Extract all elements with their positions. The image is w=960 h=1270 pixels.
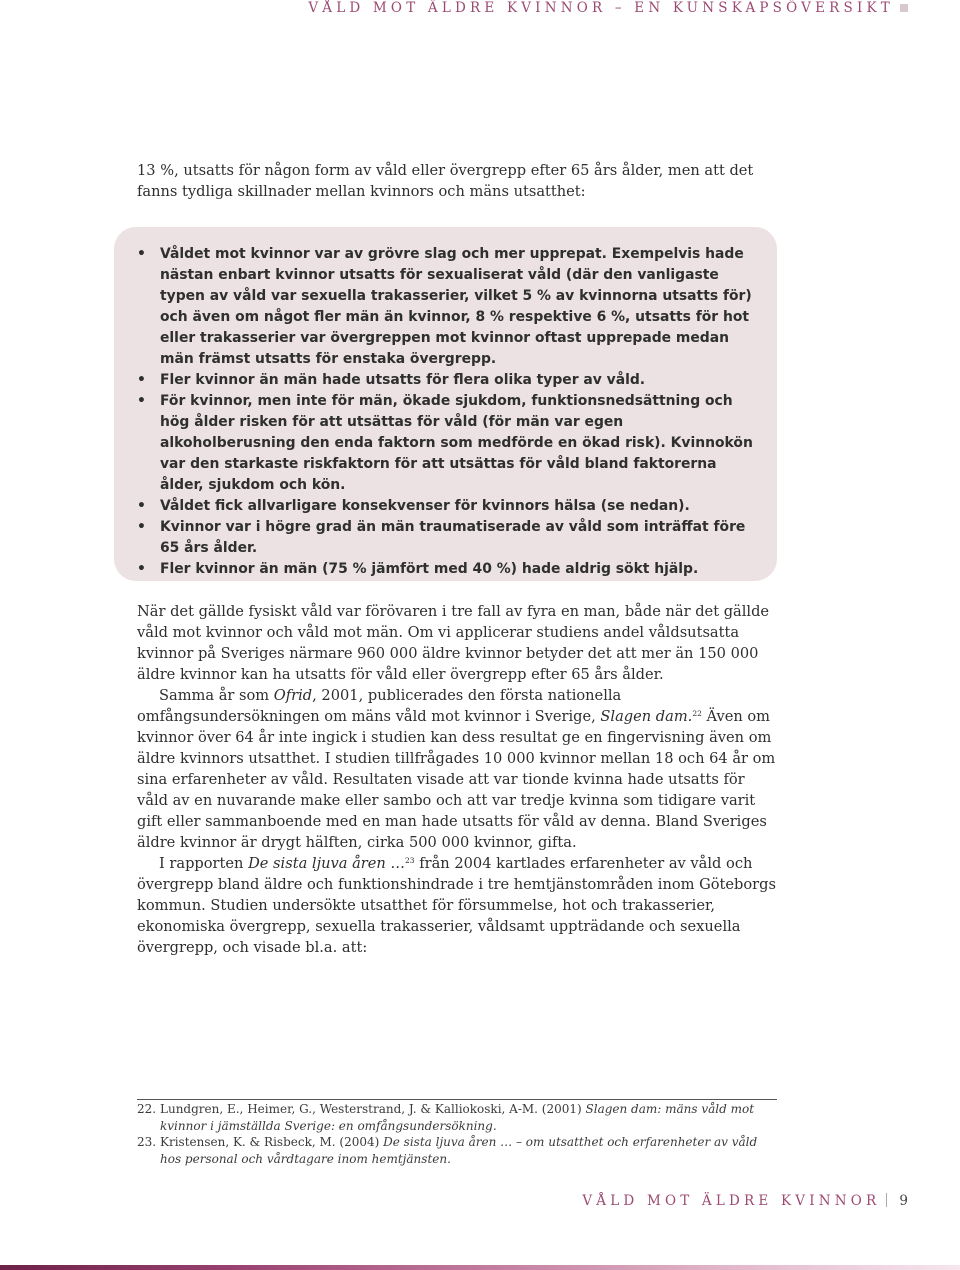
italic-title: De sista ljuva åren … <box>248 855 406 872</box>
bullet-icon: • <box>137 372 146 388</box>
italic-title: Slagen dam. <box>600 708 693 725</box>
footnote-title: De sista ljuva åren … – om utsatthet och erfarenheter av våld hos personal och vårdtagare inom hemtjänsten. <box>160 1135 758 1166</box>
bullet-icon: • <box>137 519 146 535</box>
text-run: Även om kvinnor över 64 år inte ingick i studien kan dess resultat ge en fingervisning även om äldre kvinnors utsatthet. I studien tillfrågades 10 000 kvinnor mellan 18 och 64 år om sina erfarenheter av våld. Resultaten visade att var tionde kvinna hade utsatts för våld av en nuvarande make eller sambo och att var tredje kvinna som tidigare varit gift eller sammanboende med en man hade utsatts för våld av denna. Bland Sveriges äldre kvinnor är drygt hälften, cirka 500 000 kvinnor, gifta. <box>137 708 776 851</box>
footnote-divider <box>137 1099 777 1100</box>
footer-separator <box>886 1193 887 1207</box>
fact-item <box>137 370 763 391</box>
footnote-authors: Kristensen, K. & Risbeck, M. (2004) <box>160 1135 384 1149</box>
text-run: I rapporten <box>159 855 249 872</box>
header-square-ornament <box>900 4 908 12</box>
bullet-icon: • <box>137 498 146 514</box>
fact-list <box>137 244 763 580</box>
bullet-icon: • <box>137 246 146 262</box>
footnote-title: Slagen dam: mäns våld mot kvinnor i jämställda Sverige: en omfångsundersökning. <box>160 1102 755 1133</box>
text-run: från 2004 kartlades erfarenheter av våld och övergrepp bland äldre och funktionshindrade i tre hemtjänstområden inom Göteborgs kommun. Studien undersökte utsatthet för försummelse, hot och trakasserier, ekonomiska övergrepp, sexuella trakasserier, våldsamt uppträdande och sexuella övergrepp, och visade bl.a. att: <box>137 855 776 956</box>
footnote-number: 23. <box>137 1135 157 1149</box>
intro-paragraph: 13 %, utsatts för någon form av våld eller övergrepp efter 65 års ålder, men att det fanns tydliga skillnader mellan kvinnors och mäns utsatthet: <box>137 162 754 200</box>
fact-item-text: Våldet mot kvinnor var av grövre slag och mer upprepat. Exempelvis hade nästan enbart kvinnor utsatts för sexualiserat våld (där den vanligaste typen av våld var sexuella trakasserier, vilket 5 % av kvinnorna utsatts för) och även om något fler män än kvinnor, 8 % respektive 6 %, utsatts för hot eller trakasserier var övergreppen mot kvinnor oftast upprepade medan män främst utsatts för enstaka övergrepp. <box>160 246 752 367</box>
footnote-ref-22[interactable]: 22 <box>692 709 702 718</box>
fact-item <box>137 391 763 496</box>
fact-item-text: Fler kvinnor än män hade utsatts för flera olika typer av våld. <box>160 372 646 388</box>
bullet-icon: • <box>137 561 146 577</box>
text-run: Samma år som <box>159 687 274 704</box>
body-paragraph-3 <box>137 853 777 958</box>
running-header-title: VÅLD MOT ÄLDRE KVINNOR – EN KUNSKAPSÖVERSIKT <box>308 0 894 16</box>
fact-item-text: Fler kvinnor än män (75 % jämfört med 40 %) hade aldrig sökt hjälp. <box>160 561 699 577</box>
page-number: 9 <box>899 1193 908 1209</box>
fact-item <box>137 517 763 559</box>
footnote-authors: Lundgren, E., Heimer, G., Westerstrand, J. & Kalliokoski, A-M. (2001) <box>160 1102 586 1116</box>
footnotes <box>137 1101 777 1167</box>
running-footer <box>582 1192 908 1210</box>
fact-item-text: För kvinnor, men inte för män, ökade sjukdom, funktionsnedsättning och hög ålder risken för att utsättas för våld (för män var egen alkoholberusning den enda faktorn som medförde en ökad risk). Kvinnokön var den starkaste riskfaktorn för att utsättas för våld bland faktorerna ålder, sjukdom och kön. <box>160 393 753 493</box>
footnote-23 <box>137 1134 777 1167</box>
italic-title: Ofrid <box>273 687 313 704</box>
fact-item <box>137 559 763 580</box>
bullet-icon: • <box>137 393 146 409</box>
fact-item-text: Våldet fick allvarligare konsekvenser för kvinnors hälsa (se nedan). <box>160 498 690 514</box>
fact-box <box>114 227 777 581</box>
fact-item <box>137 496 763 517</box>
text-run: , 2001, publicerades den första nationella omfångsundersökningen om mäns våld mot kvinnor i Sverige, <box>137 687 622 725</box>
running-footer-title: VÅLD MOT ÄLDRE KVINNOR <box>582 1193 881 1209</box>
footnote-22 <box>137 1101 777 1134</box>
fact-item <box>137 244 763 370</box>
fact-item-text: Kvinnor var i högre grad än män traumatiserade av våld som inträffat före 65 års ålder. <box>160 519 746 556</box>
footnote-number: 22. <box>137 1102 157 1116</box>
body-paragraph-2 <box>137 685 777 853</box>
running-header <box>308 0 908 16</box>
body-paragraph-1: När det gällde fysiskt våld var förövaren i tre fall av fyra en man, både när det gällde våld mot kvinnor och våld mot män. Om vi applicerar studiens andel våldsutsatta kvinnor på Sveriges närmare 960 000 äldre kvinnor betyder det att mer än 150 000 äldre kvinnor kan ha utsatts för våld eller övergrepp efter 65 års ålder. <box>137 603 770 683</box>
footnote-ref-23[interactable]: 23 <box>405 856 415 865</box>
body-text <box>137 601 777 958</box>
bottom-gradient-bar <box>0 1265 960 1270</box>
